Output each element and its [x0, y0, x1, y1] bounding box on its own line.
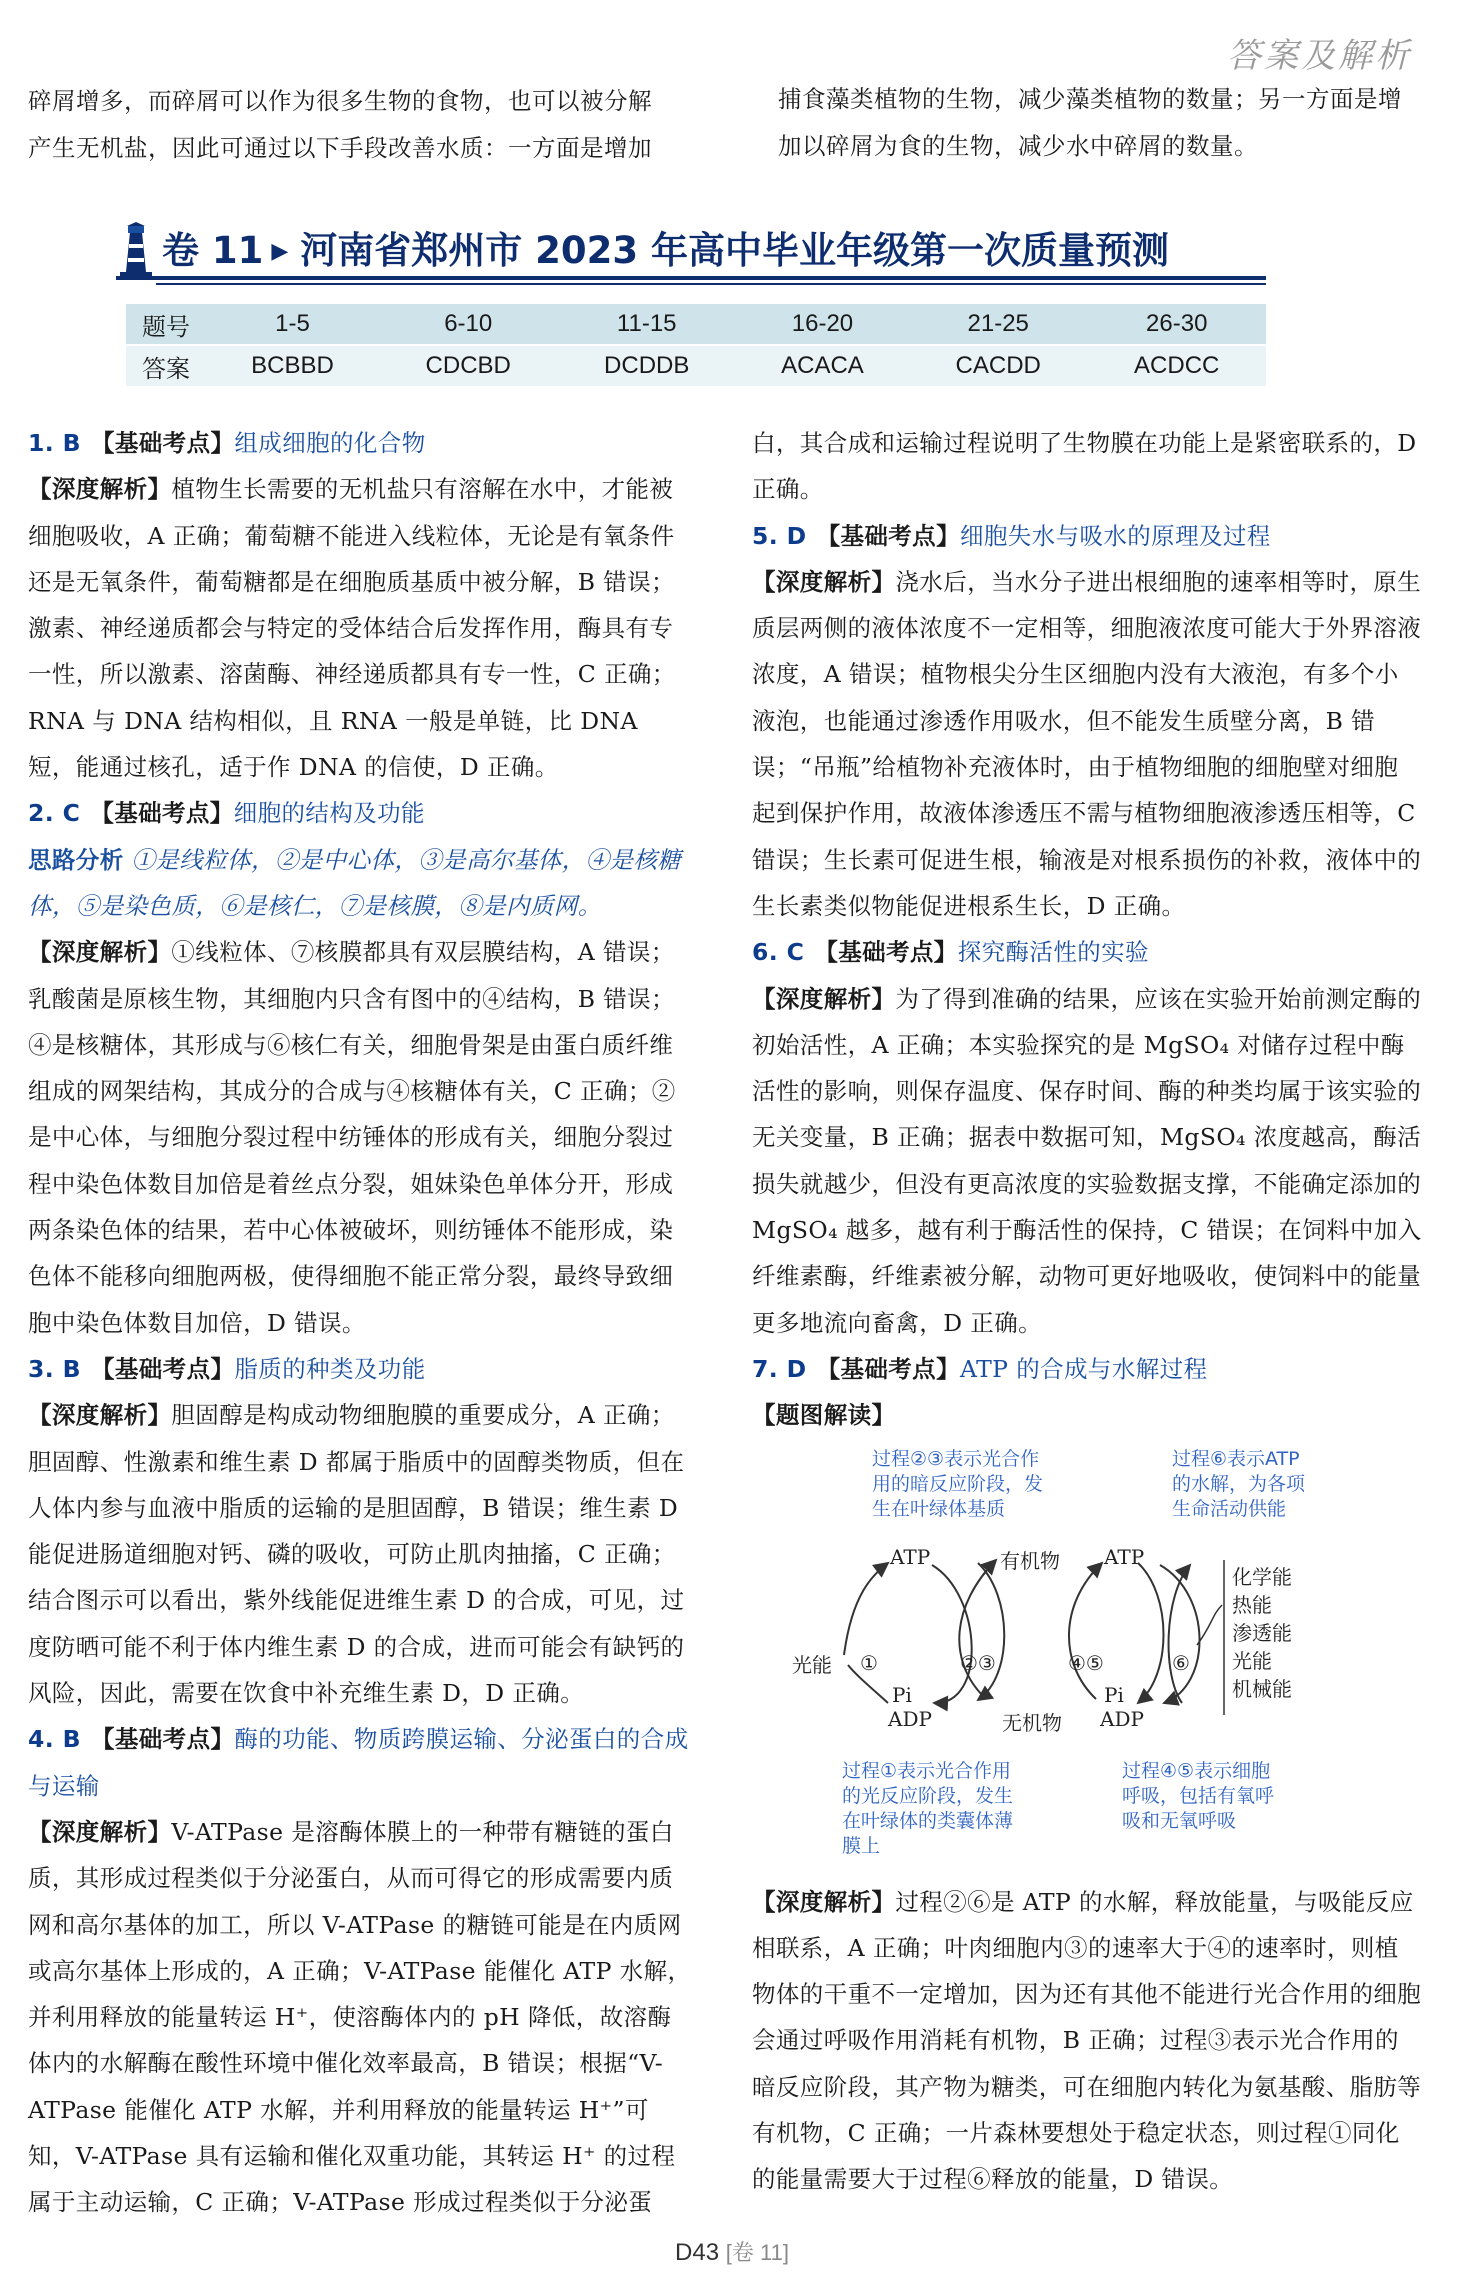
q3-number: 3. B — [28, 1354, 81, 1383]
note-line: 过程②③表示光合作 — [872, 1447, 1040, 1470]
exam-title: 河南省郑州市 2023 年高中毕业年级第一次质量预测 — [300, 229, 1170, 272]
q6-analysis — [752, 976, 1422, 1346]
energy-form: 光能 — [1232, 1648, 1272, 1673]
q7-head — [752, 1346, 1422, 1392]
pi-right-label: Pi — [1104, 1682, 1124, 1707]
figure-reading-label: 【题图解读】 — [752, 1401, 896, 1430]
thinking-label: 思路分析 — [28, 845, 124, 874]
deep-analysis-label: 【深度解析】 — [28, 475, 172, 504]
energy-form: 化学能 — [1232, 1564, 1292, 1589]
range-cell: 26-30 — [1087, 304, 1266, 345]
q2-thinking — [28, 837, 693, 930]
key-point-label: 【基础考点】 — [90, 1354, 235, 1383]
pi-left-label: Pi — [892, 1682, 912, 1707]
process-6-label: ⑥ — [1172, 1650, 1190, 1675]
adp-right-label: ADP — [1100, 1706, 1144, 1731]
q1-topic: 组成细胞的化合物 — [234, 429, 426, 457]
top-left-line-1: 碎屑增多，而碎屑可以作为很多生物的食物，也可以被分解 — [28, 87, 652, 115]
answer-label: 答案 — [126, 345, 206, 386]
note-line: 过程⑥表示ATP — [1172, 1447, 1300, 1470]
q6-head — [752, 929, 1422, 975]
q3-analysis — [28, 1392, 693, 1716]
answer-table — [126, 304, 1266, 386]
process-1-label: ① — [860, 1650, 878, 1675]
page-number: D43 — [675, 2239, 720, 2266]
q6-number: 6. C — [752, 938, 805, 967]
running-title: 答案及解析 — [1227, 36, 1412, 76]
note-respiration — [1122, 1759, 1274, 1834]
q4-continued: 白，其合成和运输过程说明了生物膜在功能上是紧密联系的，D 正确。 — [752, 429, 1417, 504]
lighthouse-icon — [116, 222, 156, 278]
q7-topic: ATP 的合成与水解过程 — [959, 1354, 1208, 1383]
process-23-label: ②③ — [960, 1650, 996, 1675]
key-point-label: 【基础考点】 — [90, 429, 235, 457]
range-cell: 21-25 — [909, 304, 1088, 345]
section-title — [116, 218, 1266, 282]
q5-text: 浇水后，当水分子进出根细胞的速率相等时，原生质层两侧的液体浓度不一定相等，细胞液浓度可能大于外界溶液浓度，A 错误；植物根尖分生区细胞内没有大液泡，有多个小液泡，也能通过渗透作用吸水，但不能发生质壁分离，B 错误；“吊瓶”给植物补充液体时，由于植物细胞的细胞壁对细胞起到保护作用，故液体渗透压不需与植物细胞液渗透压相等，C 错误；生长素可促进生根，输液是对根系损伤的补救，液体中的生长素类似物能促进根系生长，D 正确。 — [752, 567, 1422, 920]
note-line: 生在叶绿体基质 — [872, 1497, 1006, 1520]
q4-head — [28, 1716, 693, 1809]
q3-text: 胆固醇是构成动物细胞膜的重要成分，A 正确；胆固醇、性激素和维生素 D 都属于脂质中的固醇类物质，但在人体内参与血液中脂质的运输的是胆固醇，B 错误；维生素 D 能促进肠道细胞对钙、磷的吸收，可防止肌肉抽搐，C 正确；结合图示可以看出，紫外线能促进维生素 D 的合成，可见，过度防晒可能不利于体内维生素 D 的合成，进而可能会有缺钙的风险，因此，需要在饮食中补充维生素 D，D 正确。 — [28, 1401, 685, 1708]
answer-cell: DCDDB — [557, 345, 736, 386]
q4-number: 4. B — [28, 1725, 81, 1754]
atp-right-label: ATP — [1104, 1544, 1145, 1569]
range-cell: 6-10 — [379, 304, 558, 345]
note-line: 在叶绿体的类囊体薄 — [842, 1809, 1014, 1832]
note-line: 的水解，为各项 — [1172, 1472, 1306, 1495]
atp-left-label: ATP — [890, 1544, 931, 1569]
energy-form: 热能 — [1232, 1592, 1272, 1617]
top-left-text — [28, 78, 684, 171]
q4-topic: 酶的功能、物质跨膜运输、分泌蛋白的合成与运输 — [28, 1725, 689, 1800]
q3-head — [28, 1346, 693, 1392]
answer-cell: ACACA — [736, 345, 909, 386]
deep-analysis-label: 【深度解析】 — [752, 567, 896, 596]
q7-text: 过程②⑥是 ATP 的水解，释放能量，与吸能反应相联系，A 正确；叶肉细胞内③的速率大于④的速率时，则植物体的干重不一定增加，因为还有其他不能进行光合作用的细胞会通过呼吸作用消耗有机物，B 正确；过程③表示光合作用的暗反应阶段，其产物为糖类，可在细胞内转化为氨基酸、脂肪等有机物，C 正确；一片森林要想处于稳定状态，则过程①同化的能量需要大于过程⑥释放的能量，D 错误。 — [752, 1887, 1422, 2194]
note-line: 吸和无氧呼吸 — [1122, 1809, 1237, 1832]
q4-analysis — [28, 1809, 693, 2226]
title-underline — [116, 276, 1266, 280]
key-point-label: 【基础考点】 — [90, 1725, 235, 1754]
q5-analysis — [752, 559, 1422, 929]
note-line: 膜上 — [842, 1834, 881, 1857]
q6-text: 为了得到准确的结果，应该在实验开始前测定酶的初始活性，A 正确；本实验探究的是 MgSO₄ 对储存过程中酶活性的影响，则保存温度、保存时间、酶的种类均属于该实验的无关变量，B 正确；据表中数据可知，MgSO₄ 浓度越高，酶活损失就越少，但没有更高浓度的实验数据支撑，不能确定添加的 MgSO₄ 越多，越有利于酶活性的保持，C 错误；在饲料中加入纤维素酶，纤维素被分解，动物可更好地吸收，使饲料中的能量更多地流向畜禽，D 正确。 — [752, 984, 1422, 1337]
atp-cycle-diagram — [752, 1445, 1392, 1875]
q7-number: 7. D — [752, 1354, 807, 1383]
q7-analysis — [752, 1879, 1422, 2203]
q2-topic: 细胞的结构及功能 — [233, 799, 425, 828]
inorganic-matter-label: 无机物 — [1002, 1710, 1062, 1735]
energy-form: 渗透能 — [1232, 1620, 1292, 1645]
q3-topic: 脂质的种类及功能 — [234, 1354, 426, 1383]
volume-number: 卷 11 — [162, 229, 264, 272]
page-footer — [0, 2236, 1464, 2267]
title-underline-thin — [156, 283, 1266, 285]
answer-cell: BCBBD — [206, 345, 379, 386]
answer-cell: CDCBD — [379, 345, 558, 386]
top-right-text — [778, 76, 1418, 169]
q1-text: 植物生长需要的无机盐只有溶解在水中，才能被细胞吸收，A 正确；葡萄糖不能进入线粒体，无论是有氧条件还是无氧条件，葡萄糖都是在细胞质基质中被分解，B 错误；激素、神经递质都会与特定的受体结合后发挥作用，酶具有专一性，所以激素、溶菌酶、神经递质都具有专一性，C 正确；RNA 与 DNA 结构相似，且 RNA 一般是单链，比 DNA 短，能通过核孔，适于作 DNA 的信使，D 正确。 — [28, 475, 676, 782]
q1-number: 1. B — [28, 429, 81, 457]
key-point-label: 【基础考点】 — [816, 1354, 960, 1383]
q2-analysis — [28, 929, 693, 1346]
volume-tag: [卷 11] — [725, 2240, 789, 2265]
deep-analysis-label: 【深度解析】 — [28, 1817, 172, 1846]
range-cell: 11-15 — [557, 304, 736, 345]
triangle-icon: ▶ — [271, 239, 289, 264]
q2-think-text: ①是线粒体，②是中心体，③是高尔基体，④是核糖体，⑤是染色质，⑥是核仁，⑦是核膜，⑧是内质网。 — [28, 845, 682, 920]
q4-text: V-ATPase 是溶酶体膜上的一种带有糖链的蛋白质，其形成过程类似于分泌蛋白，从而可得它的形成需要内质网和高尔基体的加工，所以 V-ATPase 的糖链可能是在内质网或高尔基体上形成的，A 正确；V-ATPase 能催化 ATP 水解，并利用释放的能量转运 H⁺，使溶酶体内的 pH 降低，故溶酶体内的水解酶在酸性环境中催化效率最高，B 错误；根据“V-ATPase 能催化 ATP 水解，并利用释放的能量转运 H⁺”可知，V-ATPase 具有运输和催化双重功能，其转运 H⁺ 的过程属于主动运输，C 正确；V-ATPase 形成过程类似于分泌蛋 — [28, 1817, 692, 2217]
q2-text: ①线粒体、⑦核膜都具有双层膜结构，A 错误；乳酸菌是原核生物，其细胞内只含有图中的④结构，B 错误；④是核糖体，其形成与⑥核仁有关，细胞骨架是由蛋白质纤维组成的网架结构，其成分的合成与④核糖体有关，C 正确；②是中心体，与细胞分裂过程中纺锤体的形成有关，细胞分裂过程中染色体数目加倍是着丝点分裂，姐妹染色单体分开，形成两条染色体的结果，若中心体被破坏，则纺锤体不能形成，染色体不能移向细胞两极，使得细胞不能正常分裂，最终导致细胞中染色体数目加倍，D 错误。 — [28, 938, 676, 1337]
note-line: 的光反应阶段，发生 — [842, 1784, 1014, 1807]
note-line: 过程①表示光合作用 — [842, 1759, 1012, 1782]
answer-cell: CACDD — [909, 345, 1088, 386]
range-cell: 16-20 — [736, 304, 909, 345]
section-title-text — [162, 220, 1169, 274]
key-point-label: 【基础考点】 — [90, 799, 234, 828]
deep-analysis-label: 【深度解析】 — [752, 984, 896, 1013]
adp-left-label: ADP — [888, 1706, 932, 1731]
answer-table-answer-row — [126, 345, 1266, 386]
deep-analysis-label: 【深度解析】 — [28, 1401, 172, 1430]
note-line: 过程④⑤表示细胞 — [1122, 1759, 1271, 1782]
key-point-label: 【基础考点】 — [814, 938, 958, 967]
top-right-line-2: 加以碎屑为食的生物，减少水中碎屑的数量。 — [778, 131, 1258, 160]
deep-analysis-label: 【深度解析】 — [28, 938, 172, 967]
q5-number: 5. D — [752, 521, 807, 550]
light-energy-label: 光能 — [792, 1652, 832, 1677]
answer-cell: ACDCC — [1087, 345, 1266, 386]
note-line: 呼吸，包括有氧呼 — [1122, 1784, 1275, 1807]
note-light-reaction — [842, 1759, 1013, 1859]
energy-form: 机械能 — [1232, 1676, 1292, 1701]
range-cell: 1-5 — [206, 304, 379, 345]
q5-topic: 细胞失水与吸水的原理及过程 — [959, 521, 1271, 550]
right-column — [752, 420, 1422, 2203]
key-point-label: 【基础考点】 — [816, 521, 960, 550]
q2-number: 2. C — [28, 799, 81, 828]
note-line: 用的暗反应阶段，发 — [872, 1472, 1044, 1495]
organic-matter-label: 有机物 — [1000, 1548, 1060, 1573]
process-45-label: ④⑤ — [1068, 1650, 1104, 1675]
q1-analysis — [28, 466, 693, 790]
left-column — [28, 420, 693, 2226]
question-number-label: 题号 — [126, 304, 206, 345]
deep-analysis-label: 【深度解析】 — [752, 1887, 896, 1916]
q2-head — [28, 790, 693, 836]
note-line: 生命活动供能 — [1172, 1497, 1287, 1520]
q5-head — [752, 513, 1422, 559]
top-right-line-1: 捕食藻类植物的生物，减少藻类植物的数量；另一方面是增 — [778, 85, 1402, 113]
q6-topic: 探究酶活性的实验 — [957, 938, 1149, 967]
top-left-line-2: 产生无机盐，因此可通过以下手段改善水质：一方面是增加 — [28, 133, 652, 162]
energy-forms-list — [1232, 1563, 1292, 1703]
answer-table-header-row — [126, 304, 1266, 345]
q1-head — [28, 420, 693, 466]
